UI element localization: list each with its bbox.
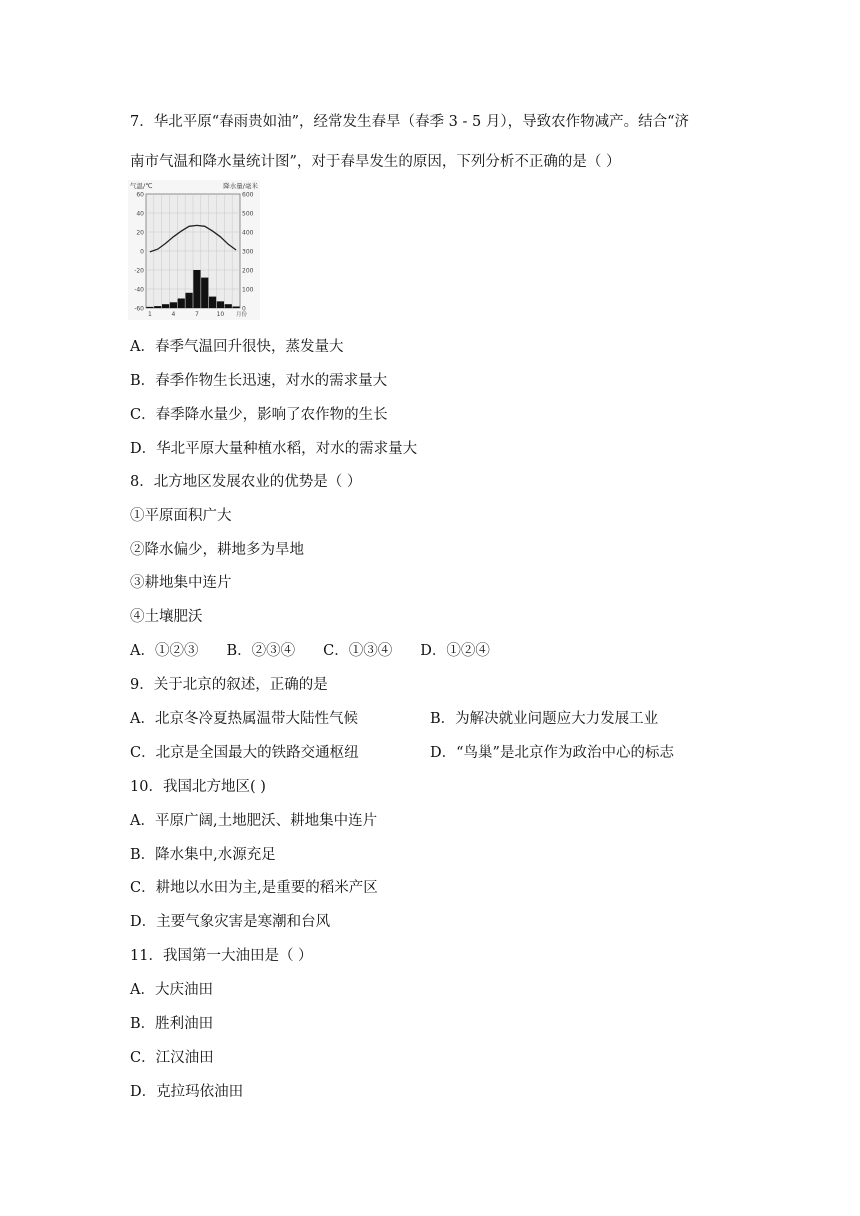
- q8-options: [130, 641, 518, 661]
- q9-option-a: A．北京冬冷夏热属温带大陆性气候: [130, 711, 358, 727]
- q8-option-c: C．①③④: [323, 643, 393, 659]
- q8-item-1: ①平原面积广大: [130, 508, 232, 524]
- precipitation-bar: [209, 297, 216, 308]
- right-tick-label: 500: [242, 210, 254, 218]
- precipitation-bar: [162, 304, 169, 308]
- q8-option-a: A．①②③: [130, 643, 199, 659]
- left-tick-label: 40: [136, 210, 144, 218]
- right-axis-title: 降水量/毫米: [223, 182, 258, 190]
- q8-option-d: D．①②④: [420, 643, 490, 659]
- q9-option-b: B．为解决就业问题应大力发展工业: [430, 711, 659, 727]
- q7-option-c: C．春季降水量少，影响了农作物的生长: [130, 407, 388, 423]
- q10-option-d: D．主要气象灾害是寒潮和台风: [130, 914, 331, 930]
- x-tick-label: 10: [216, 311, 225, 318]
- q11-option-a: A．大庆油田: [130, 982, 213, 998]
- precipitation-bar: [201, 278, 208, 308]
- climate-chart: [128, 180, 260, 320]
- right-tick-label: 600: [242, 191, 254, 199]
- right-tick-label: 0: [242, 305, 246, 313]
- precipitation-bar: [178, 299, 185, 309]
- right-tick-label: 400: [242, 229, 254, 237]
- q8-item-4: ④土壤肥沃: [130, 609, 203, 625]
- x-axis-label: 月份: [236, 312, 248, 318]
- q11-option-d: D．克拉玛依油田: [130, 1084, 244, 1100]
- precipitation-bar: [185, 293, 192, 308]
- q10-option-a: A．平原广阔,土地肥沃、耕地集中连片: [130, 813, 378, 829]
- left-tick-label: 20: [136, 229, 144, 237]
- q9-stem: 9．关于北京的叙述，正确的是: [130, 677, 328, 693]
- q9-option-d: D．“鸟巢”是北京作为政治中心的标志: [430, 745, 674, 761]
- q8-item-3: ③耕地集中连片: [130, 575, 232, 591]
- q8-option-b: B．②③④: [226, 643, 296, 659]
- q7-option-a: A．春季气温回升很快，蒸发量大: [130, 339, 344, 355]
- q7-option-b: B．春季作物生长迅速，对水的需求量大: [130, 373, 388, 389]
- precipitation-bar: [232, 306, 239, 308]
- q10-option-c: C．耕地以水田为主,是重要的稻米产区: [130, 880, 378, 896]
- q11-option-c: C．江汉油田: [130, 1050, 214, 1066]
- right-tick-label: 300: [242, 248, 254, 256]
- q10-option-b: B．降水集中,水源充足: [130, 847, 276, 863]
- precipitation-bar: [154, 306, 161, 308]
- left-tick-label: 0: [140, 248, 144, 256]
- left-tick-label: 60: [136, 191, 144, 199]
- left-tick-label: -20: [134, 267, 144, 275]
- precipitation-bar: [193, 270, 200, 308]
- precipitation-bar: [146, 307, 153, 308]
- q11-stem: 11．我国第一大油田是（ ）: [130, 948, 313, 964]
- left-axis-title: 气温/℃: [130, 182, 153, 190]
- right-tick-label: 200: [242, 267, 254, 275]
- x-tick-label: 7: [195, 311, 199, 318]
- precipitation-bar: [225, 304, 232, 308]
- q8-item-2: ②降水偏少，耕地多为旱地: [130, 542, 304, 558]
- q7-stem-line2: 南市气温和降水量统计图”，对于春旱发生的原因，下列分析不正确的是（ ）: [130, 154, 621, 170]
- q7-option-d: D．华北平原大量种植水稻，对水的需求量大: [130, 441, 418, 457]
- climate-chart-svg: [128, 180, 260, 320]
- right-tick-label: 100: [242, 286, 254, 294]
- x-tick-label: 1: [148, 311, 152, 318]
- left-tick-label: -60: [134, 305, 144, 313]
- precipitation-bar: [170, 302, 177, 308]
- q7-stem-line1: 7．华北平原“春雨贵如油”，经常发生春旱（春季 3 - 5 月），导致农作物减产。结合“济: [130, 114, 689, 130]
- x-tick-label: 4: [171, 311, 176, 318]
- q11-option-b: B．胜利油田: [130, 1016, 214, 1032]
- left-tick-label: -40: [134, 286, 144, 294]
- precipitation-bar: [217, 301, 224, 308]
- q9-option-c: C．北京是全国最大的铁路交通枢纽: [130, 745, 359, 761]
- q10-stem: 10．我国北方地区( ): [130, 779, 266, 795]
- q8-stem: 8．北方地区发展农业的优势是（ ）: [130, 474, 362, 490]
